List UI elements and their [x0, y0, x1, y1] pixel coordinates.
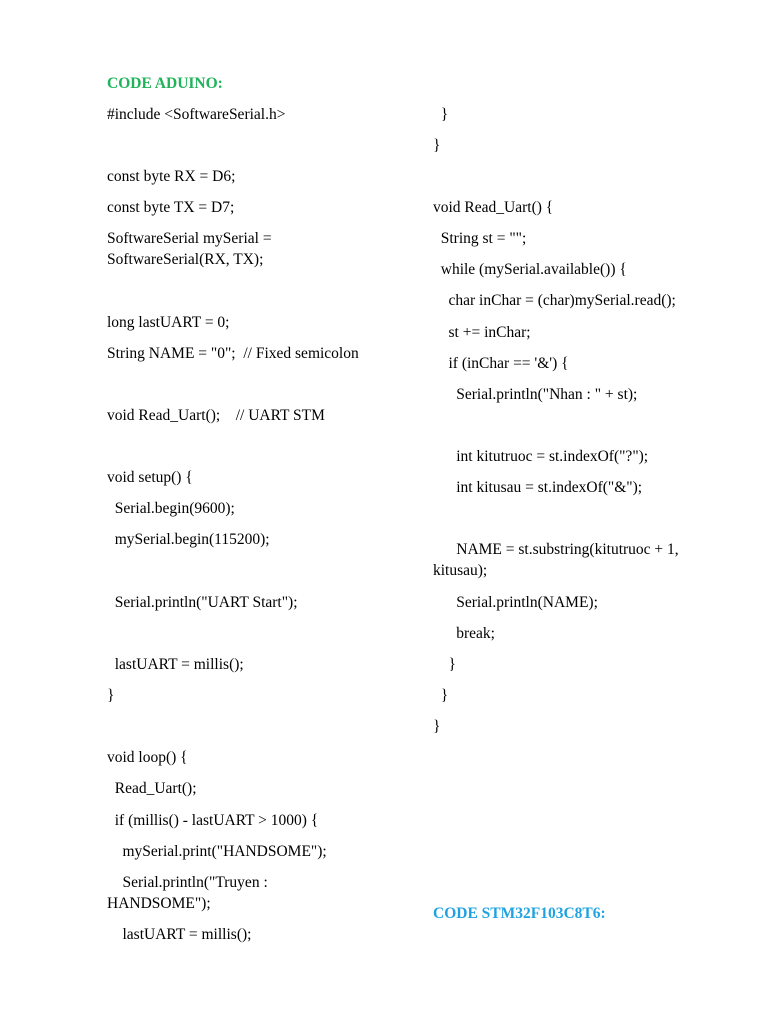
code-line: void Read_Uart(); // UART STM — [107, 407, 325, 424]
code-line: const byte RX = D6; — [107, 168, 236, 185]
code-line: lastUART = millis(); — [107, 656, 244, 673]
code-line: st += inChar; — [433, 324, 531, 341]
code-line: void loop() { — [107, 749, 188, 766]
code-line: Serial.println("Truyen : HANDSOME"); — [107, 874, 268, 912]
code-line: int kitusau = st.indexOf("&"); — [433, 479, 643, 496]
code-line: mySerial.begin(115200); — [107, 531, 270, 548]
code-line: Serial.println("UART Start"); — [107, 594, 298, 611]
code-line: } — [433, 656, 456, 673]
code-line: String st = ""; — [433, 230, 527, 247]
code-line: Serial.println("Nhan : " + st); — [433, 386, 638, 403]
code-line: Read_Uart(); — [107, 780, 197, 797]
code-line: } — [433, 687, 449, 704]
code-line: char inChar = (char)mySerial.read(); — [433, 292, 676, 309]
code-line: if (inChar == '&') { — [433, 355, 569, 372]
code-line: int kitutruoc = st.indexOf("?"); — [433, 448, 649, 465]
code-line: SoftwareSerial mySerial = SoftwareSerial(RX, TX); — [107, 230, 272, 268]
heading-stm: CODE STM32F103C8T6: — [433, 905, 606, 922]
code-line: void setup() { — [107, 469, 193, 486]
heading-arduino: CODE ADUINO: — [107, 75, 223, 92]
code-line: } — [433, 718, 441, 735]
code-line: if (millis() - lastUART > 1000) { — [107, 812, 319, 829]
code-line: const byte TX = D7; — [107, 199, 235, 216]
code-line: } — [433, 137, 441, 154]
code-line: Serial.println(NAME); — [433, 594, 598, 611]
code-line: long lastUART = 0; — [107, 314, 230, 331]
code-line: lastUART = millis(); — [107, 926, 252, 943]
code-line: } — [433, 106, 449, 123]
code-line: NAME = st.substring(kitutruoc + 1, kitusau); — [433, 541, 679, 579]
code-line: } — [107, 687, 115, 704]
code-line: mySerial.print("HANDSOME"); — [107, 843, 327, 860]
code-line: Serial.begin(9600); — [107, 500, 235, 517]
code-line: #include <SoftwareSerial.h> — [107, 106, 286, 123]
code-line: String NAME = "0"; // Fixed semicolon — [107, 345, 359, 362]
code-line: break; — [433, 625, 495, 642]
code-line: while (mySerial.available()) { — [433, 261, 627, 278]
code-line: void Read_Uart() { — [433, 199, 554, 216]
